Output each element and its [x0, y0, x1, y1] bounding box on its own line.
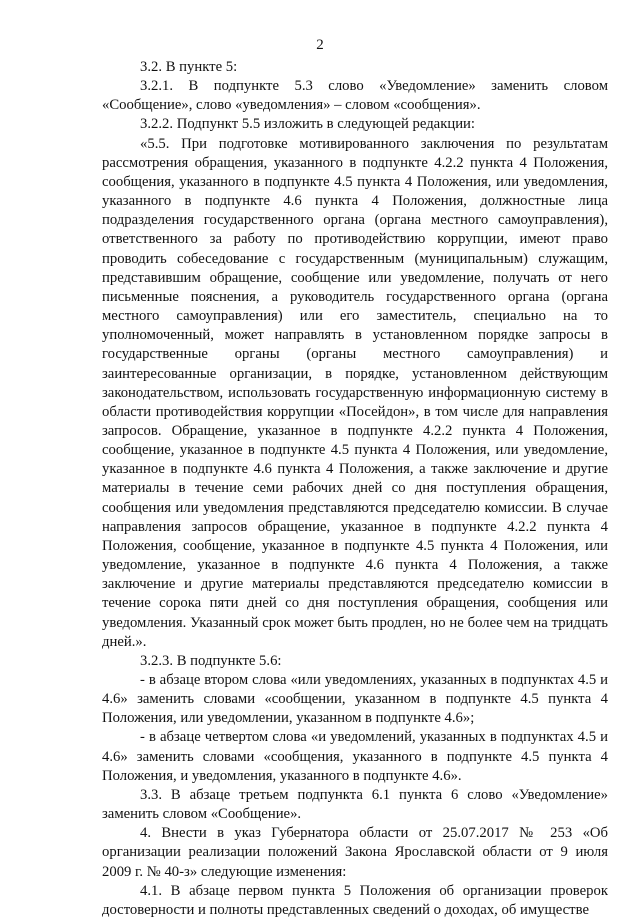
paragraph-abzac-vtoroy: - в абзаце втором слова «или уведомлениях, указанных в подпунктах 4.5 и 4.6» заменить словами «сообщении, указанном в подпункте 4.5 пункта 4 Положения, или уведомлении, указанном в подпункте 4.6»; — [102, 672, 608, 727]
page-number: 2 — [316, 37, 324, 53]
paragraph-3-3: 3.3. В абзаце третьем подпункта 6.1 пункта 6 слово «Уведомление» заменить словом «Сообщение». — [102, 786, 608, 823]
paragraph-3-2-1: 3.2.1. В подпункте 5.3 слово «Уведомление» заменить словом «Сообщение», слово «уведомления» – словом «сообщения». — [102, 78, 608, 114]
paragraph-3-2: 3.2. В пункте 5: — [140, 59, 238, 75]
paragraph-4-1: 4.1. В абзаце первом пункта 5 Положения об организации проверок достоверности и полноты представленных сведений о доходах, об имуществе — [102, 882, 608, 918]
document-body — [102, 58, 608, 920]
paragraph-3-2-3: 3.2.3. В подпункте 5.6: — [140, 652, 282, 669]
paragraph-4: 4. Внести в указ Губернатора области от 25.07.2017 № 253 «Об организации реализации положений Закона Ярославской области от 9 июля 2009 г. № 40-з» следующие изменения: — [102, 825, 608, 880]
paragraph-5-5-text: «5.5. При подготовке мотивированного заключения по результатам рассмотрения обращения, указанного в подпункте 4.2.2 пункта 4 Положения, сообщения, указанного в подпункте 4.5 пункта 4 Положения, или уведомления, указанного в подпункте 4.6 пункта 4 Положения, должностные лица подразделения государственного органа (органа местного самоуправления), ответственного за работу по противодействию коррупции, имеют право проводить собеседование с государственным (муниципальным) служащим, представившим обращение, сообщение или уведомление, получать от него письменные пояснения, а руководитель государственного органа (органа местного самоуправления) или его заместитель, специально на то уполномоченный, может направлять в установленном порядке запросы в государственные органы (органы местного самоуправления) и заинтересованные организации, в порядке, установленном действующим законодательством, использовать государственную информационную систему в области противодействия коррупции «Посейдон», в том числе для направления запросов. Обращение, указанное в подпункте 4.2.2 пункта 4 Положения, сообщение, указанное в подпункте 4.5 пункта 4 Положения, или уведомление, указанное в подпункте 4.6 пункта 4 Положения, а также заключение и другие материалы в течение семи рабочих дней со дня поступления обращения, сообщения или уведомления представляются председателю комиссии. В случае направления запросов обращение, указанное в подпункте 4.2.2 пункта 4 Положения, сообщение, указанное в подпункте 4.5 пункта 4 Положения, или уведомление, указанное в подпункте 4.6 пункта 4 Положения, а также заключение и другие материалы представляются председателю комиссии в течение сорока пяти дней со дня поступления обращения, сообщения или уведомления. Указанный срок может быть продлен, но не более чем на тридцать дней.». — [102, 135, 608, 650]
paragraph-abzac-chetvertyy: - в абзаце четвертом слова «и уведомлений, указанных в подпунктах 4.5 и 4.6» заменить словами «сообщения, указанного в подпункте 4.5 пункта 4 Положения, и уведомления, указанного в подпункте 4.6». — [102, 729, 608, 784]
paragraph-3-2-2: 3.2.2. Подпункт 5.5 изложить в следующей редакции: — [140, 116, 476, 133]
